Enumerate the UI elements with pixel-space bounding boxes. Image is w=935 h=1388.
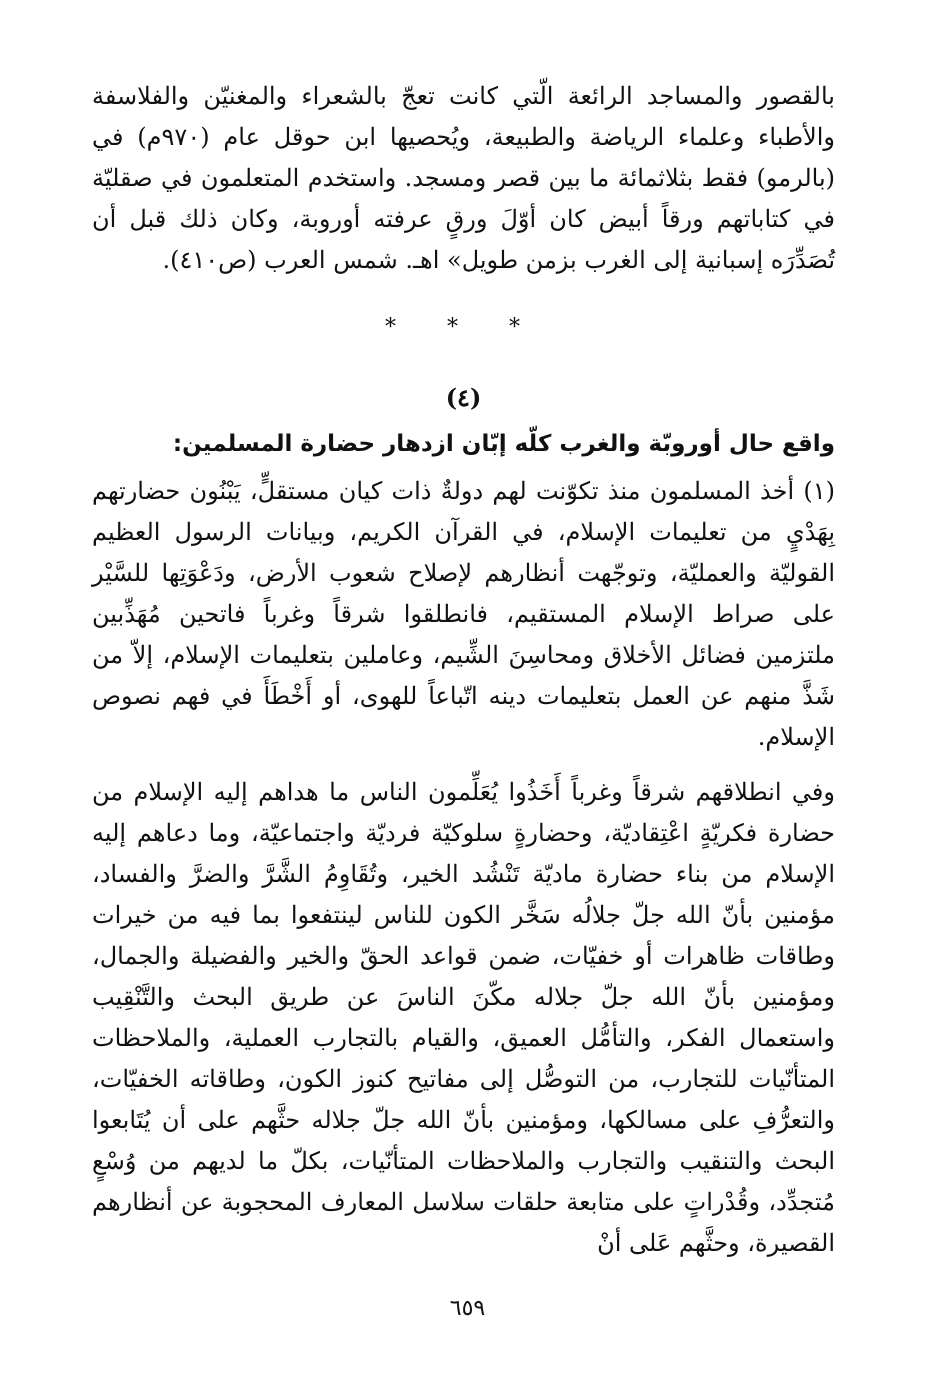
body-paragraph-1: (١) أخذ المسلمون منذ تكوّنت لهم دولةٌ ذات كيان مستقلٍّ، يَبْنُون حضارتهم بِهَدْيٍ من تعليمات الإسلام، في القرآن الكريم، وبيانات الرسول العظيم القوليّة والعمليّة، وتوجّهت أنظارهم لإصلاح شعوب الأرض، ودَعْوَتِها للسَّيْر على صراط الإسلام المستقيم، فانطلقوا شرقاً وغرباً فاتحين مُهَذِّبين ملتزمين فضائل الأخلاق ومحاسِنَ الشِّيم، وعاملين بتعليمات الإسلام، إلاّ من شَذَّ منهم عن العمل بتعليمات دينه اتّباعاً للهوى، أو أَخْطَأَ في فهم نصوص الإسلام. <box>92 477 835 751</box>
continuation-paragraph: بالقصور والمساجد الرائعة الّتي كانت تعجّ بالشعراء والمغنيّن والفلاسفة والأطباء وعلماء الرياضة والطبيعة، ويُحصيها ابن حوقل عام (٩٧٠م) في (بالرمو) فقط بثلاثمائة ما بين قصر ومسجد. واستخدم المتعلمون في صقليّة في كتاباتهم ورقاً أبيض كان أوّلَ ورقٍ عرفته أوروبة، وكان ذلك قبل أن تُصَدِّرَه إسبانية إلى الغرب بزمن طويل» اهـ. شمس العرب (ص٤١٠). <box>92 82 836 274</box>
page-number: ٦٥٩ <box>449 1296 486 1321</box>
body-paragraph-2: وفي انطلاقهم شرقاً وغرباً أَخَذُوا يُعَلِّمون الناس ما هداهم إليه الإسلام من حضارة فكريّةٍ اعْتِقاديّة، وحضارةٍ سلوكيّة فرديّة واجتماعيّة، وما دعاهم إليه الإسلام من بناء حضارة ماديّة تَنْشُد الخير، وتُقَاوِمُ الشَّرَّ والضرَّ والفساد، مؤمنين بأنّ الله جلّ جلالُه سَخَّر الكون للناس لينتفعوا بما فيه من خيرات وطاقات ظاهرات أو خفيّات، ضمن قواعد الحقّ والخير والفضيلة والجمال، ومؤمنين بأنّ الله جلّ جلاله مكّنَ الناسَ عن طريق البحث والتَّنْقِيب واستعمال الفكر، والتأمُّل العميق، والقيام بالتجارب العملية، والملاحظات المتأنّيات للتجارب، من التوصُّل إلى مفاتيح كنوز الكون، وطاقاته الخفيّات، والتعرُّفِ على مسالكها، ومؤمنين بأنّ الله جلّ جلاله حثَّهم على أن يُتَابعوا البحث والتنقيب والتجارب والملاحظات المتأنّيات، بكلّ ما لديهم من وُسْعٍ مُتجدِّد، وقُدْراتٍ على متابعة حلقات سلاسل المعارف المحجوبة عن أنظارهم القصيرة، وحثَّهم عَلى أنْ <box>92 778 835 1257</box>
section-separator: * * * <box>385 315 542 340</box>
section-number: (٤) <box>445 383 482 412</box>
section-heading: واقع حال أوروبّة والغرب كلّه إبّان ازدهار حضارة المسلمين: <box>172 431 835 457</box>
